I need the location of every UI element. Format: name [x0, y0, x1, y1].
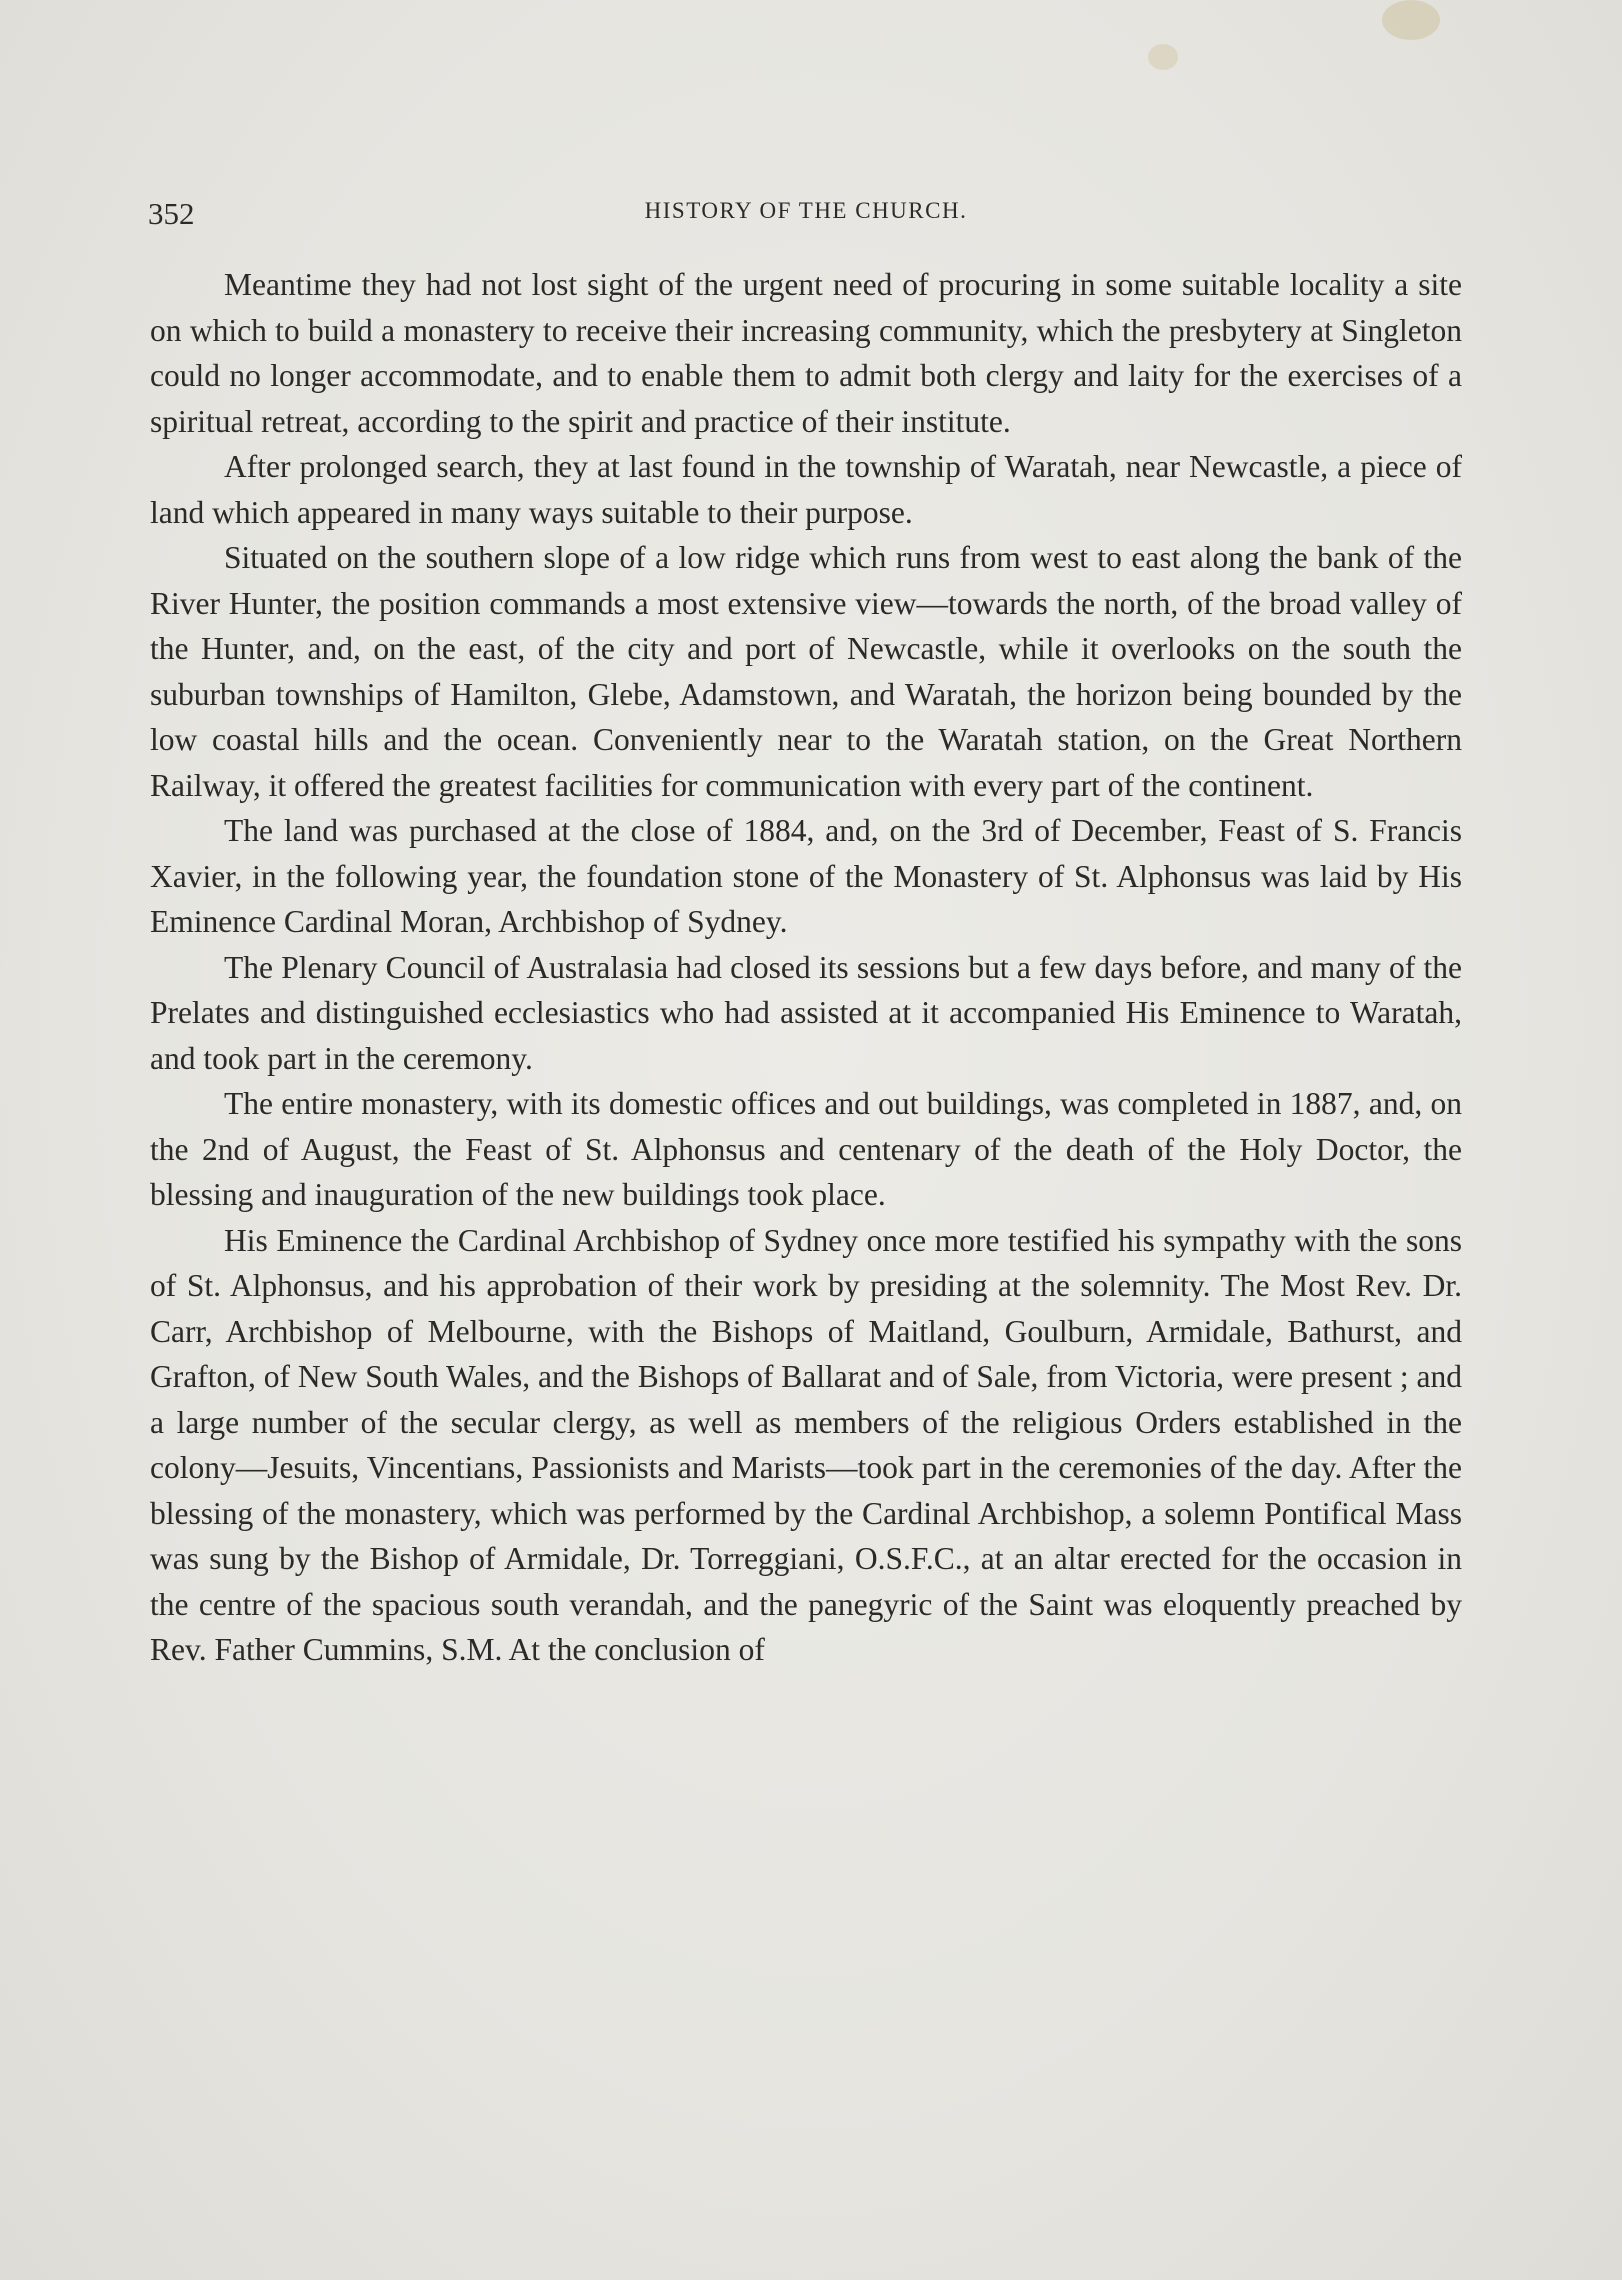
- running-title: HISTORY OF THE CHURCH.: [644, 198, 968, 223]
- paragraph: Meantime they had not lost sight of the urgent need of procuring in some suitable locality a site on which to build a monastery to receive their increasing community, which the presbytery at Singleton could no longer accommodate, and to enable them to admit both clergy and laity for the exercises of a spiritual retreat, according to the spirit and practice of their institute.: [150, 267, 1462, 439]
- paragraph: The Plenary Council of Australasia had closed its sessions but a few days before, and many of the Prelates and distinguished ecclesiastics who had assisted at it accompanied His Eminence to Waratah, and took part in the ceremony.: [150, 949, 1462, 1076]
- page-number: 352: [148, 196, 195, 231]
- paragraph: The entire monastery, with its domestic offices and out buildings, was completed in 1887, and, on the 2nd of August, the Feast of St. Alphonsus and centenary of the death of the Holy Doctor, the blessing and inauguration of the new buildings took place.: [150, 1086, 1462, 1212]
- running-head: [148, 196, 1464, 232]
- paragraph: His Eminence the Cardinal Archbishop of Sydney once more testified his sympathy with the sons of St. Alphonsus, and his approbation of their work by presiding at the solemnity. The Most Rev. Dr. Carr, Archbishop of Melbourne, with the Bishops of Maitland, Goulburn, Armidale, Bathurst, and Grafton, of New South Wales, and the Bishops of Ballarat and of Sale, from Victoria, were present ; and a large number of the secular clergy, as well as members of the religious Orders established in the colony—Jesuits, Vincentians, Passionists and Marists—took part in the ceremonies of the day. After the blessing of the monastery, which was performed by the Cardinal Archbishop, a solemn Pontifical Mass was sung by the Bishop of Armidale, Dr. Torreggiani, O.S.F.C., at an altar erected for the occasion in the centre of the spacious south verandah, and the panegyric of the Saint was eloquently preached by Rev. Father Cummins, S.M. At the conclusion of: [150, 1222, 1462, 1667]
- paragraph: Situated on the southern slope of a low ridge which runs from west to east along the bank of the River Hunter, the position commands a most extensive view—towards the north, of the broad valley of the Hunter, and, on the east, of the city and port of Newcastle, while it overlooks on the south the suburban townships of Hamilton, Glebe, Adamstown, and Waratah, the horizon being bounded by the low coastal hills and the ocean. Conveniently near to the Waratah station, on the Great Northern Railway, it offered the greatest facilities for communication with every part of the continent.: [150, 540, 1462, 803]
- paragraph: The land was purchased at the close of 1884, and, on the 3rd of December, Feast of S. Francis Xavier, in the following year, the foundation stone of the Monastery of St. Alphonsus was laid by His Eminence Cardinal Moran, Archbishop of Sydney.: [150, 813, 1462, 939]
- paper-stain: [1148, 44, 1178, 70]
- paragraph: After prolonged search, they at last found in the township of Waratah, near Newcastle, a piece of land which appeared in many ways suitable to their purpose.: [150, 449, 1462, 530]
- body-text: [150, 262, 1462, 1673]
- paper-stain: [1382, 0, 1440, 40]
